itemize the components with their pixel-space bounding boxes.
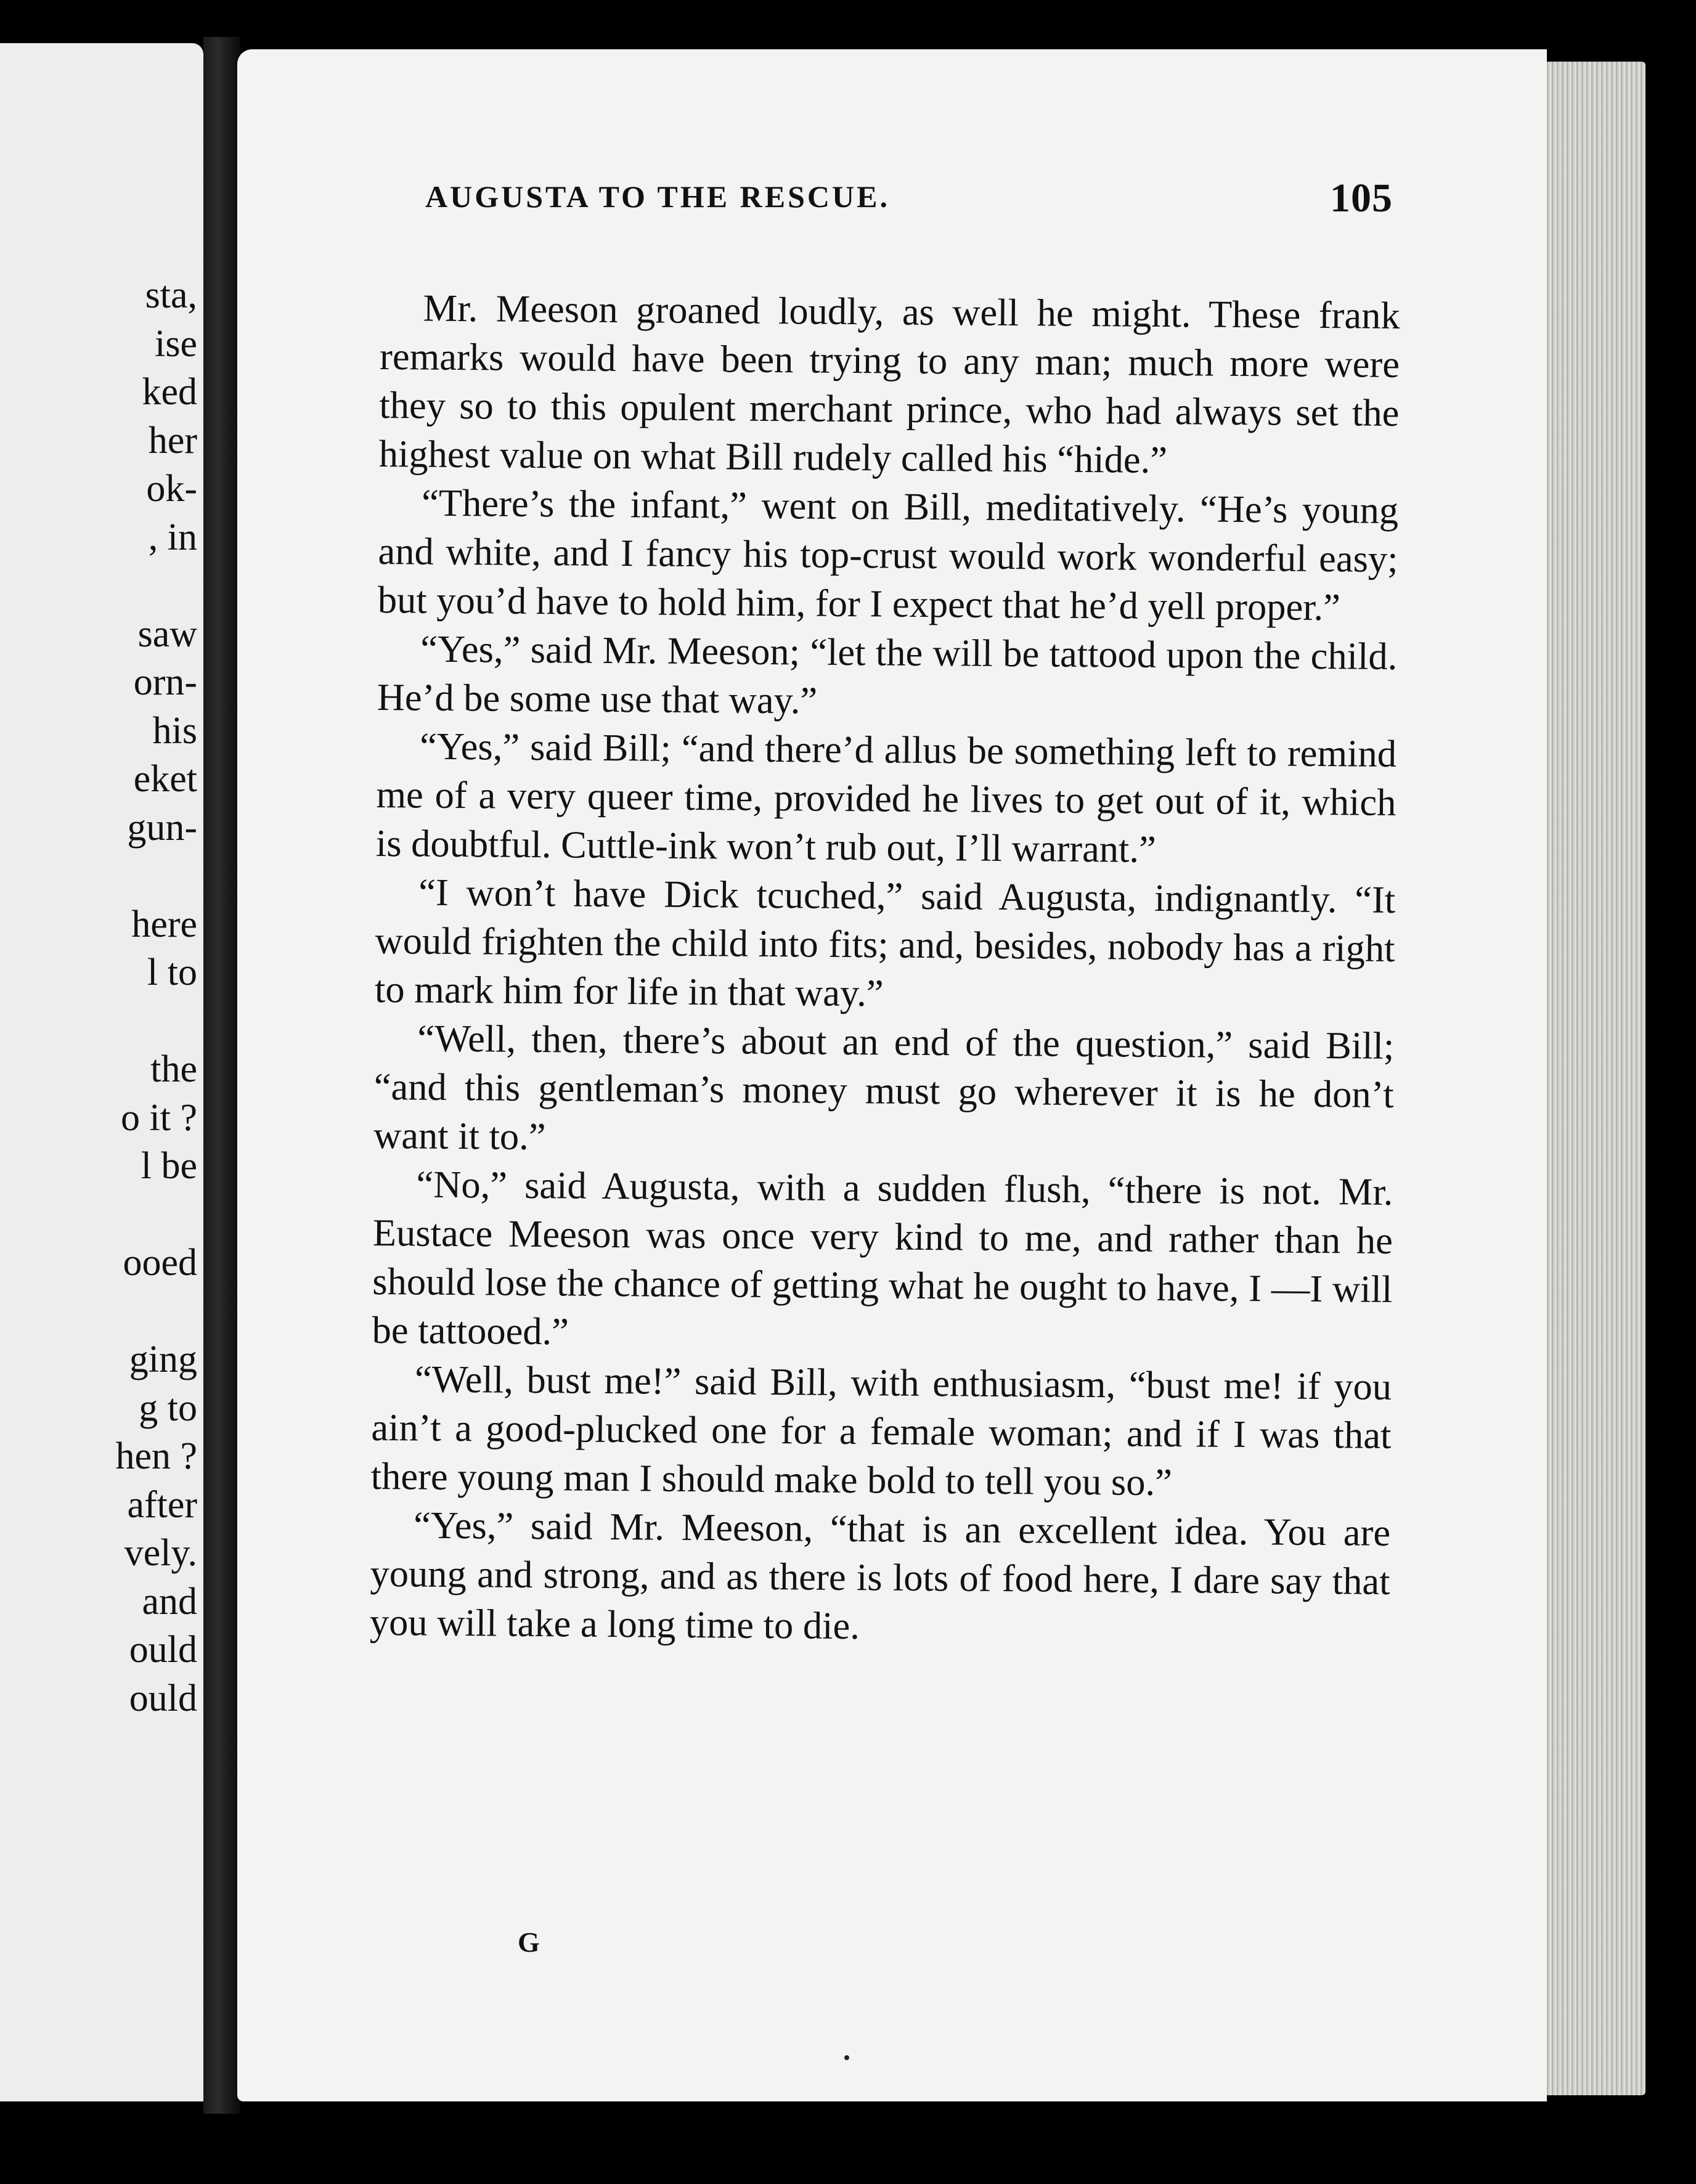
previous-page-line-end: and xyxy=(142,1580,197,1623)
previous-page-line-end: eket xyxy=(133,758,197,800)
paragraph: Mr. Meeson groaned loudly, as well he might. These frank remarks would have been trying to any man; much more were they so to this opulent merchant prince, who had always set the highest value on what Bill rudely called his “hide.” xyxy=(378,286,1400,482)
print-speck xyxy=(844,2055,849,2060)
previous-page-line-end: saw xyxy=(137,613,197,655)
previous-page-line-end: the xyxy=(150,1048,197,1090)
paragraph: “Well, then, there’s about an end of the question,” said Bill; “and this gentleman’s money must go wherever it is he don’t want it to.” xyxy=(373,1016,1395,1159)
previous-page-line-ends xyxy=(0,271,197,1722)
body-text xyxy=(370,283,1400,1655)
previous-page-line-end: ould xyxy=(129,1629,197,1671)
paragraph: “Yes,” said Mr. Meeson; “let the will be tattood upon the child. He’d be some use that way.” xyxy=(377,627,1398,722)
previous-page-line-end: ging xyxy=(129,1339,197,1380)
previous-page-line-end: vely. xyxy=(124,1532,197,1574)
previous-page-line-end: ked xyxy=(142,371,197,413)
paragraph: “There’s the infant,” went on Bill, meditatively. “He’s young and white, and I fancy his top-crust would work wonderful easy; but you’d have to hold him, for I expect that he’d yell proper.” xyxy=(377,481,1399,629)
previous-page-line-end: after xyxy=(127,1483,197,1526)
previous-page-line-end: o it ? xyxy=(121,1096,197,1139)
paragraph: “I won’t have Dick tcuched,” said Augusta, indignantly. “It would frighten the child into fits; and, besides, nobody has a right to mark him for life in that way.” xyxy=(374,870,1396,1015)
paragraph: “Yes,” said Bill; “and there’d allus be something left to remind me of a very queer time, provided he lives to get out of it, which is doubtful. Cuttle-ink won’t rub out, I’ll warrant.” xyxy=(375,724,1397,871)
previous-page-line-end xyxy=(0,1287,197,1336)
previous-page-line-end: hen ? xyxy=(115,1435,197,1477)
previous-page-line-end: sta, xyxy=(145,274,197,316)
signature-mark: G xyxy=(518,1926,540,1958)
previous-page-line-end: here xyxy=(131,903,197,945)
previous-page-fragment xyxy=(0,43,203,2101)
previous-page-line-end: ok- xyxy=(146,468,197,510)
paragraph: “Yes,” said Mr. Meeson, “that is an excellent idea. You are young and strong, and as there is lots of food here, I dare say that you will take a long time to die. xyxy=(369,1503,1391,1648)
previous-page-line-end: , in xyxy=(148,516,197,558)
previous-page-line-end: orn- xyxy=(133,661,197,703)
previous-page-line-end xyxy=(0,997,197,1046)
paragraph: “No,” said Augusta, with a sudden flush, “there is not. Mr. Eustace Meeson was once very kind to me, and rather than he should lose the chance of getting what he ought to have, I —I will be tattooed.” xyxy=(372,1162,1393,1353)
running-title: AUGUSTA TO THE RESCUE. xyxy=(425,179,890,214)
paragraph: “Well, bust me!” said Bill, with enthusiasm, “bust me! if you ain’t a good-plucked one for a female woman; and if I was that there young man I should make bold to tell you so.” xyxy=(370,1357,1392,1504)
previous-page-line-end: her xyxy=(148,419,197,462)
previous-page-line-end xyxy=(0,1191,197,1239)
previous-page-line-end: ooed xyxy=(123,1242,197,1284)
previous-page-line-end xyxy=(0,561,197,610)
book-gutter xyxy=(203,37,240,2114)
previous-page-line-end: g to xyxy=(139,1387,197,1429)
previous-page-line-end xyxy=(0,852,197,900)
page-edges xyxy=(1535,62,1645,2095)
previous-page-line-end: l be xyxy=(141,1145,197,1187)
previous-page-line-end: ould xyxy=(129,1677,197,1719)
book-page xyxy=(237,49,1547,2101)
previous-page-line-end: his xyxy=(152,709,197,752)
previous-page-line-end: l to xyxy=(147,951,197,993)
page-number: 105 xyxy=(1330,176,1393,221)
previous-page-line-end: gun- xyxy=(127,806,197,849)
previous-page-line-end: ise xyxy=(155,322,197,365)
